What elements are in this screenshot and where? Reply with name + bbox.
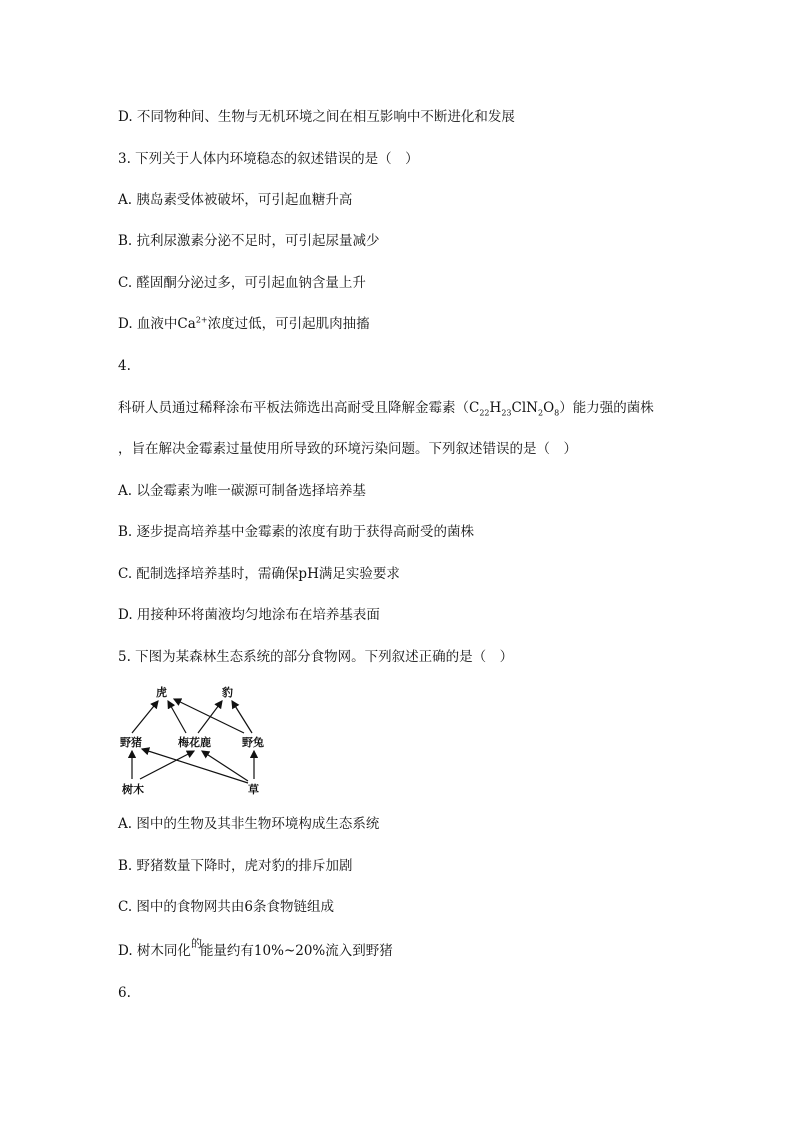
q3-option-b: B. 抗利尿激素分泌不足时，可引起尿量减少 <box>118 233 380 249</box>
food-web-diagram <box>118 683 278 798</box>
arrow-tree-deer <box>140 751 194 779</box>
q5-option-a: A. 图中的生物及其非生物环境构成生态系统 <box>118 816 380 832</box>
arrow-deer-tiger <box>168 701 186 733</box>
q4-number: 4. <box>118 358 131 374</box>
q5-option-d: D. 树木同化$^的$能量约有10%~20%流入到野猪 <box>118 937 393 959</box>
q5-option-c: C. 图中的食物网共由6条食物链组成 <box>118 899 335 915</box>
node-tree: 树木 <box>122 783 144 796</box>
q2-option-d: D. 不同物种间、生物与无机环境之间在相互影响中不断进化和发展 <box>118 109 515 125</box>
arrow-grass-boar <box>142 749 248 783</box>
q4-option-b: B. 逐步提高培养基中金霉素的浓度有助于获得高耐受的菌株 <box>118 524 475 540</box>
q4-option-d: D. 用接种环将菌液均匀地涂布在培养基表面 <box>118 607 380 623</box>
arrow-grass-deer <box>202 751 248 781</box>
node-boar: 野猪 <box>120 736 142 749</box>
node-hare: 野兔 <box>242 736 264 749</box>
arrow-boar-tiger <box>132 701 158 733</box>
q3-option-a: A. 胰岛素受体被破坏，可引起血糖升高 <box>118 192 353 208</box>
node-leopard: 豹 <box>222 686 233 699</box>
node-tiger: 虎 <box>156 686 167 699</box>
q3-option-c: C. 醛固酮分泌过多，可引起血钠含量上升 <box>118 275 366 291</box>
node-deer: 梅花鹿 <box>178 736 211 749</box>
q5-stem: 5. 下图为某森林生态系统的部分食物网。下列叙述正确的是（ ） <box>118 649 514 665</box>
q4-stem-line2: ，旨在解决金霉素过量使用所导致的环境污染问题。下列叙述错误的是（ ） <box>118 441 577 457</box>
q4-option-a: A. 以金霉素为唯一碳源可制备选择培养基 <box>118 483 366 499</box>
node-grass: 草 <box>248 783 259 796</box>
q6-number: 6. <box>118 985 131 1001</box>
q5-option-b: B. 野猪数量下降时，虎对豹的排斥加剧 <box>118 858 353 874</box>
q4-stem-line1: 科研人员通过稀释涂布平板法筛选出高耐受且降解金霉素$(C_{22}H_{23}ClN_2O_8)$能力强的菌株 <box>118 400 654 418</box>
q3-option-d: D. 血液中$Ca^{2+}$浓度过低，可引起肌肉抽搐 <box>118 315 370 332</box>
q3-stem: 3. 下列关于人体内环境稳态的叙述错误的是（ ） <box>118 151 419 167</box>
superscript: 2+ <box>195 315 208 325</box>
q4-option-c: C. 配制选择培养基时，需确保pH满足实验要求 <box>118 566 400 582</box>
